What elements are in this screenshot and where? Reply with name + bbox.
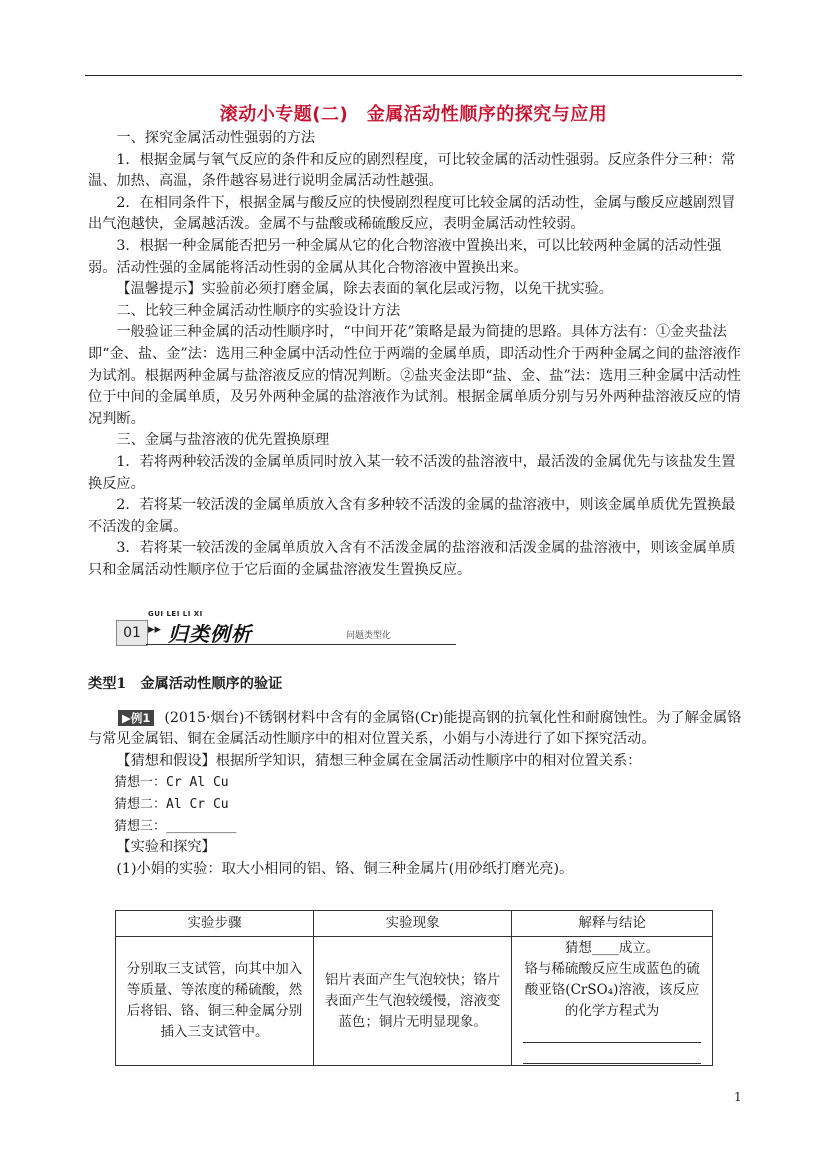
section-3-paragraph-3: 3．若将某一较活泼的金属单质放入含有不活泼金属的盐溶液和活泼金属的盐溶液中，则该金属单质只和金属活动性顺序位于它后面的金属盐溶液发生置换反应。 [88,540,736,578]
table-row [116,937,713,1066]
table-header-row [116,911,713,937]
section-1-paragraph-3: 3．根据一种金属能否把另一种金属从它的化合物溶液中置换出来，可以比较两种金属的活动性强弱。活动性强的金属能将活动性弱的金属从其化合物溶液中置换出来。 [88,237,722,276]
example-tag: ▶例1 [118,710,154,726]
header-conclusion: 解释与结论 [512,911,713,937]
cell-steps: 分别取三支试管，向其中加入等质量、等浓度的稀硫酸，然后将铝、铬、铜三种金属分别插入三支试管中。 [116,937,314,1066]
experiment-heading: 【实验和探究】 [116,839,216,856]
conclusion-guess: 猜想____成立。 [564,940,660,956]
section-3-paragraph-2: 2．若将某一较活泼的金属单质放入含有多种较不活泼的金属的盐溶液中，则该金属单质优先置换最不活泼的金属。 [88,497,736,535]
header-observation: 实验现象 [314,911,512,937]
double-arrow-icon: ▸▸ [148,622,162,637]
section-1-paragraph-1: 1．根据金属与氧气反应的条件和反应的剧烈程度，可比较金属的活动性强弱。反应条件分三种：常温、加热、高温，条件越容易进行说明金属活动性越强。 [88,151,736,190]
banner-subtitle: 问题类型化 [346,631,392,641]
hypothesis-line: 【猜想和假设】根据所学知识，猜想三种金属在金属活动性顺序中的相对位置关系： [116,752,642,769]
example-text: (2015·烟台)不锈钢材料中含有的金属铬(Cr)能提高钢的抗氧化性和耐腐蚀性。为了解金属铬与常见金属铝、铜在金属活动性顺序中的相对位置关系，小娟与小涛进行了如下探究活动。 [88,709,742,748]
section-1-heading: 一、探究金属活动性强弱的方法 [116,130,316,146]
guess-2: 猜想二：Al Cr Cu [114,796,229,812]
conclusion-equation-prompt: 铬与稀硫酸反应生成蓝色的硫酸亚铬(CrSO₄)溶液，该反应的化学方程式为 [524,961,700,1019]
experiment-table [115,910,713,1066]
step-1: (1)小娟的实验：取大小相同的铝、铬、铜三种金属片(用砂纸打磨光亮)。 [116,860,574,877]
guess-3: 猜想三：_________ [114,818,237,834]
section-1-tip: 【温馨提示】实验前必须打磨金属，除去表面的氧化层或污物，以免干扰实验。 [116,281,613,298]
banner-underline [146,644,456,645]
section-2-heading: 二、比较三种金属活动性顺序的实验设计方法 [116,302,401,319]
example-paragraph [88,708,742,751]
banner-title: 归类例析 [168,622,252,646]
banner-number: 01 [116,620,148,646]
header-steps: 实验步骤 [116,911,314,937]
page-title: 滚动小专题(二) 金属活动性顺序的探究与应用 [219,104,608,125]
answer-blank-2[interactable] [523,1047,701,1064]
guess-1: 猜想一：Cr Al Cu [114,775,229,791]
section-3-paragraph-1: 1．若将两种较活泼的金属单质同时放入某一较不活泼的盐溶液中，最活泼的金属优先与该盐发生置换反应。 [88,453,736,492]
cell-conclusion [512,937,713,1066]
type-heading: 类型1 金属活动性顺序的验证 [88,676,283,692]
example-section [88,674,742,880]
banner-pinyin: GUI LEI LI XI [148,610,203,618]
section-3-heading: 三、金属与盐溶液的优先置换原理 [116,432,330,449]
page-number: 1 [734,1090,742,1104]
intro-section [88,128,742,581]
section-banner [116,608,456,652]
cell-observation: 铝片表面产生气泡较快；铬片表面产生气泡较缓慢，溶液变蓝色；铜片无明显现象。 [314,937,512,1066]
section-1-paragraph-2: 2．在相同条件下，根据金属与酸反应的快慢剧烈程度可比较金属的活动性，金属与酸反应越剧烈冒出气泡越快，金属越活泼。金属不与盐酸或稀硫酸反应，表明金属活动性较弱。 [88,194,736,233]
header-rule [85,75,742,76]
answer-blank-1[interactable] [523,1026,701,1043]
section-2-paragraph: 一般验证三种金属的活动性顺序时，“中间开花”策略是最为简捷的思路。具体方法有：①金夹盐法即“金、盐、金”法：选用三种金属中活动性位于两端的金属单质，即活动性介于两种金属之间的盐溶液作为试剂。根据两种金属与盐溶液反应的情况判断。②盐夹金法即“盐、金、盐”法：选用三种金属中活动性位于中间的金属单质，及另外两种金属的盐溶液作为试剂。根据金属单质分别与另外两种盐溶液反应的情况判断。 [88,324,741,427]
